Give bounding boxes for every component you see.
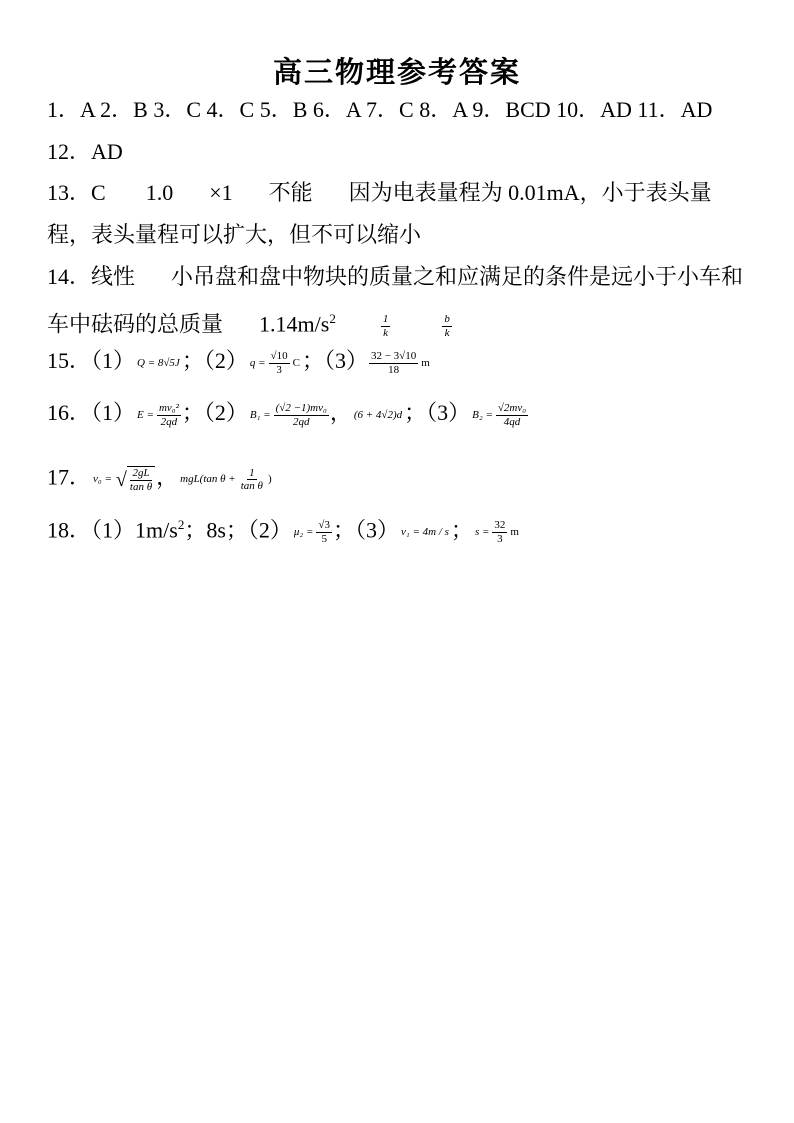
answer-13: [47, 172, 752, 256]
q15-number: 15．: [47, 348, 92, 374]
q17-formula-2: $\frac{1}{\text{tan θ}}$: [240, 466, 263, 493]
q14-number: 14．: [47, 264, 92, 289]
q16-formula-3: $\frac{\text{√2mv₀}}{4qd}$: [497, 402, 527, 428]
q13-answer-3: ×1: [209, 180, 233, 205]
answer-17: 17． v₀ = √ $\frac{2gL}{\text{tan θ}}$ ， mgL(tan θ + $\frac{1}{\text{tan θ}}$ ): [47, 464, 272, 493]
q15-formula-3: $\frac{32 - 3√10}{18}$: [370, 350, 417, 376]
q14-answer-1: 线性: [91, 264, 136, 289]
q13-answer-4: 不能: [268, 180, 313, 205]
answers-row-2: 12．AD: [47, 139, 123, 164]
q18-formula-1: $\frac{√3}{5}$: [318, 519, 330, 545]
q16-formula-1: $\frac{\text{mv₀²}}{2qd}$: [158, 402, 179, 428]
answer-18: 18．$(1)1m/s^2$；8s；（2） μ₂ = $\frac{√3}{5}$ ；（3） v₁ = 4m / s； s = $\frac{32}{3}$ m: [47, 517, 519, 545]
q18-number: 18．: [47, 517, 92, 543]
q17-formula-1: $\frac{2gL}{\text{tan θ}}$: [127, 466, 155, 493]
answer-15: 15．（1） Q = 8√5J；（2） q = $\frac{√10}{3}$ C；（3） $\frac{32 - 3√10}{18}$ m: [47, 348, 430, 376]
q14-fraction-1: $\frac{1}{k}$: [382, 313, 389, 339]
q14-answer-3-exponent: 2: [329, 311, 336, 326]
q13-number: 13．: [47, 180, 92, 205]
q15-formula-2: $\frac{√10}{3}$: [270, 350, 288, 376]
q14-fraction-2: $\frac{b}{k}$: [444, 313, 450, 339]
q16-formula-2b: (6 + 4√2)d: [353, 408, 403, 421]
q14-answer-3: 1.14m/s: [259, 311, 330, 337]
q13-answer-1: C: [91, 180, 106, 205]
q18-formula-3: $\frac{32}{3}$: [494, 519, 506, 545]
answers-row-1: 1．A 2．B 3．C 4．C 5．B 6．A 7．C 8．A 9．BCD 10．AD 11．AD: [47, 97, 713, 122]
sqrt-sign-icon: √: [115, 468, 127, 491]
answer-16: 16．（1） E = $\frac{\text{mv₀²}}{2qd}$ ；（2） B₁ = $\frac{\text{(√2 −1)mv₀}}{2qd}$ ， (6 + 4√2)d；（3） B₂ = $\frac{\text{√2mv₀}}{4qd}$: [47, 400, 527, 428]
q14-answer-2: 小吊盘和盘中物块的质量之和应满足的条件是远小于小车和车中砝码的总质量: [47, 264, 744, 337]
q13-answer-5: 因为电表量程为 0.01mA，小于表头量程，表头量程可以扩大，但不可以缩小: [47, 180, 712, 247]
q17-number: 17．: [47, 464, 92, 490]
q13-answer-2: 1.0: [145, 180, 174, 205]
page-title: 高三物理参考答案: [272, 57, 521, 89]
answer-14: [47, 256, 752, 345]
q16-number: 16．: [47, 400, 92, 426]
q16-formula-2: $\frac{\text{(√2 −1)mv₀}}{2qd}$: [275, 402, 327, 428]
q15-formula-1: Q = 8√5J: [137, 356, 180, 369]
q18-formula-2: v₁ = 4m / s: [401, 525, 449, 538]
